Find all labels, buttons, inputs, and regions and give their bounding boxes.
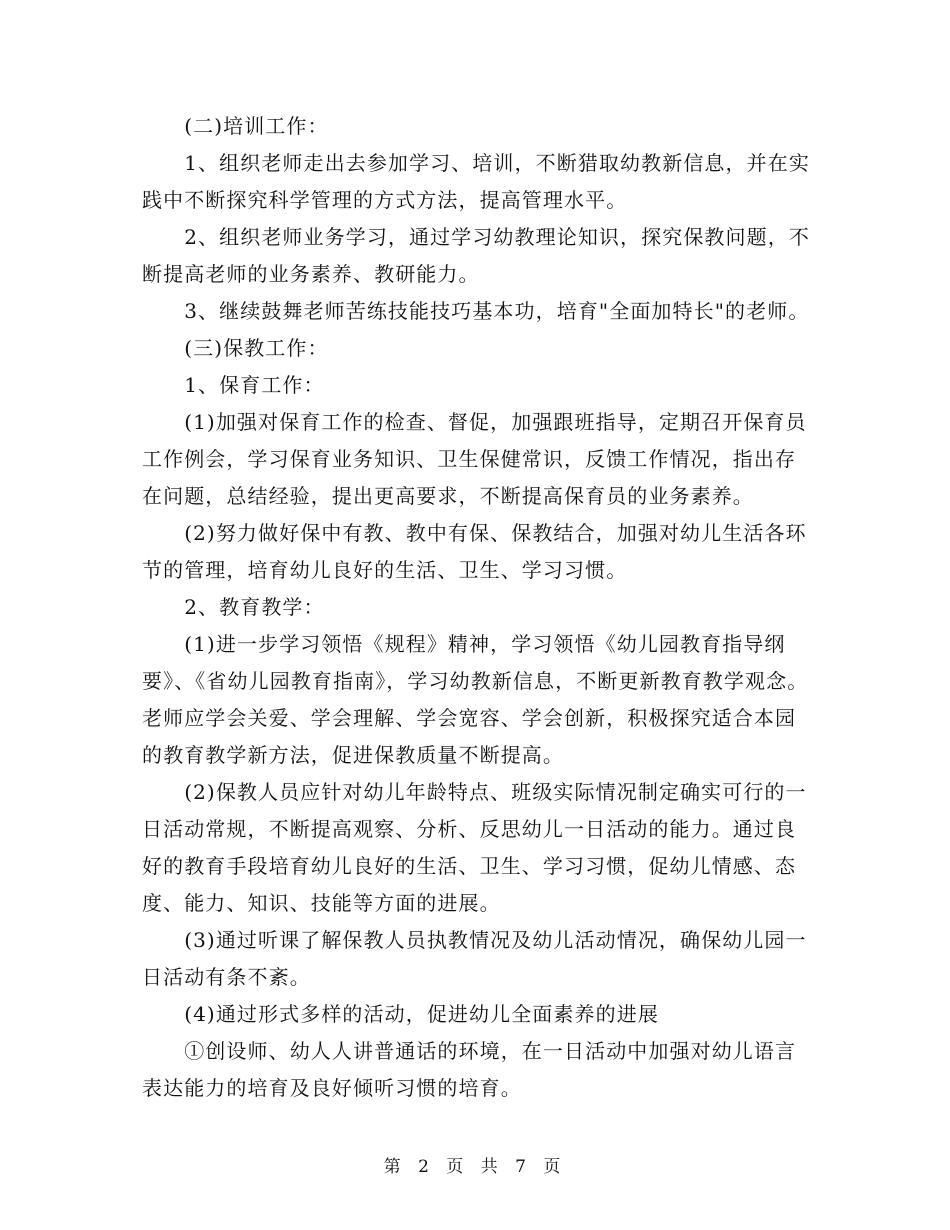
page-footer: 第 2 页 共 7 页 xyxy=(383,1157,567,1177)
paragraph: 3、继续鼓舞老师苦练技能技巧基本功，培育"全面加特长"的老师。 xyxy=(142,299,810,323)
paragraph: (1)进一步学习领悟《规程》精神，学习领悟《幼儿园教育指导纲要》、《省幼儿园教育指南》，学习幼教新信息，不断更新教育教学观念。老师应学会关爱、学会理解、学会宽容、学会创新，积极探究适合本园的教育教学新方法，促进保教质量不断提高。 xyxy=(142,632,809,767)
paragraph: 2、组织老师业务学习，通过学习幼教理论知识，探究保教问题，不断提高老师的业务素养、教研能力。 xyxy=(142,225,810,286)
paragraph: ①创设师、幼人人讲普通话的环境，在一日活动中加强对幼儿语言表达能力的培育及良好倾听习惯的培育。 xyxy=(142,1039,797,1100)
paragraph: 1、组织老师走出去参加学习、培训，不断猎取幼教新信息，并在实践中不断探究科学管理的方式方法，提高管理水平。 xyxy=(142,151,810,212)
paragraph: 1、保育工作： xyxy=(142,373,325,397)
paragraph: (2)保教人员应针对幼儿年龄特点、班级实际情况制定确实可行的一日活动常规，不断提高观察、分析、反思幼儿一日活动的能力。通过良好的教育手段培育幼儿良好的生活、卫生、学习习惯，促幼儿情感、态度、能力、知识、技能等方面的进展。 xyxy=(142,780,807,915)
paragraph: (1)加强对保育工作的检查、督促，加强跟班指导，定期召开保育员工作例会，学习保育业务知识、卫生保健常识，反馈工作情况，指出存在问题，总结经验，提出更高要求，不断提高保育员的业务素养。 xyxy=(142,410,807,508)
paragraph: (3)通过听课了解保教人员执教情况及幼儿活动情况，确保幼儿园一日活动有条不紊。 xyxy=(142,928,807,989)
paragraph: 2、教育教学： xyxy=(142,595,325,619)
paragraph: (二)培训工作： xyxy=(142,114,329,138)
paragraph: (三)保教工作： xyxy=(142,336,329,360)
paragraph: (4)通过形式多样的活动，促进幼儿全面素养的进展 xyxy=(142,1002,659,1026)
paragraph: (2)努力做好保中有教、教中有保、保教结合，加强对幼儿生活各环节的管理，培育幼儿良好的生活、卫生、学习习惯。 xyxy=(142,521,807,582)
document-body xyxy=(142,108,814,1107)
